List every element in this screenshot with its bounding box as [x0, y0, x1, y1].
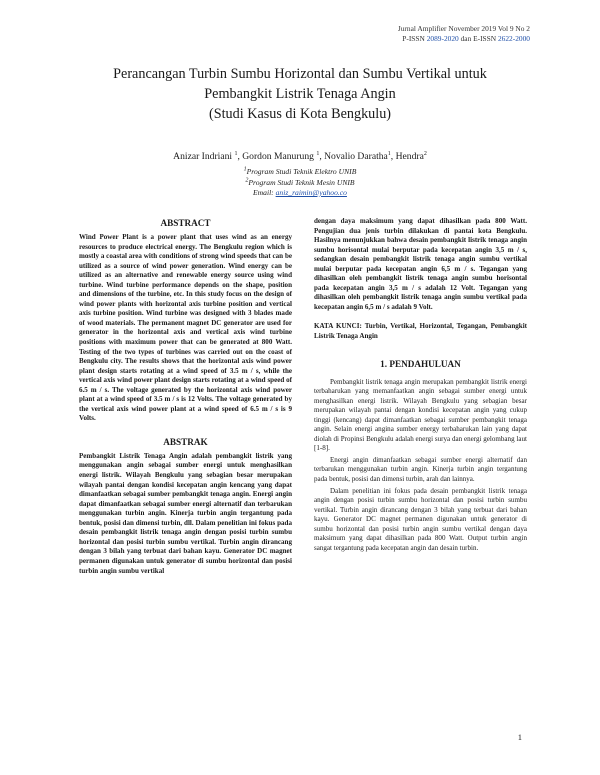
intro-paragraph-3: Dalam penelitian ini fokus pada desain pembangkit listrik tenaga angin dengan posisi turbin sumbu horizontal dan posisi turbin sumbu vertikal. Turbin angin dirancang dengan 3 bilah yang terbuat dari bahan kayu. Generator DC magnet permanen digunakan untuk generator di sumbu horizontal dan posisi turbin angin sumbu vertikal dengan daya maksimum yang dapat dihasilkan pada 800 Watt. Output turbin angin sangat tergantung pada kecepatan angin dan desain turbin.	[314, 486, 527, 552]
pissn-label: P-ISSN	[402, 34, 427, 43]
author-4: , Hendra	[390, 151, 424, 162]
email-label: Email:	[253, 188, 276, 197]
journal-header	[398, 24, 530, 44]
intro-paragraph-2: Energi angin dimanfaatkan sebagai sumber energi alternatif dan terbarukan menggunakan turbin angin. Kinerja turbin angin tergantung pada bentuk, posisi dan dimensi turbin, arah dan lainnya.	[314, 455, 527, 484]
abstrak-heading: ABSTRAK	[163, 436, 208, 447]
author-1-affil: 1	[234, 150, 238, 157]
affiliation-1	[60, 167, 540, 178]
email-link[interactable]: aniz_raimin@yahoo.co	[275, 188, 347, 197]
author-4-affil: 2	[423, 150, 427, 157]
affiliation-2-text: Program Studi Teknik Mesin UNIB	[248, 177, 355, 187]
keywords: KATA KUNCI: Turbin, Vertikal, Horizontal, Tegangan, Pembangkit Listrik Tenaga Angin	[314, 322, 527, 341]
pissn-link[interactable]: 2089-2020	[426, 34, 459, 43]
abstrak-text: Pembangkit Listrik Tenaga Angin adalah pembangkit listrik yang menggunakan angin sebagai sumber energi untuk menghasilkan energi listrik. Wilayah Bengkulu yang sebagian besar merupakan wilayah pantai dengan kondisi kecepatan angin kencang yang dapat dimanfaatkan sebagai sumber pembangkit tenaga angin. Energi angin dapat dimanfaatkan sebagai sumber energi alternatif dan terbarukan menggunakan turbin angin. Kinerja turbin angin tergantung pada bentuk, posisi dan dimensi turbin, dll. Dalam penelitian ini fokus pada desain pembangkit listrik tenaga angin dengan posisi turbin sumbu horizontal dan posisi turbin sumbu vertikal. Turbin angin dirancang dengan 3 bilah yang terbuat dari bahan kayu. Generator DC magnet permanen digunakan untuk generator di sumbu horizontal dan posisi turbin angin sumbu vertikal	[79, 451, 292, 575]
author-3: , Novalio Daratha	[319, 151, 388, 162]
affiliation-1-mark: 1	[243, 166, 247, 173]
page-number: 1	[517, 732, 522, 742]
right-column	[314, 217, 527, 555]
issn-line	[398, 34, 530, 44]
abstrak-continued: dengan daya maksimum yang dapat dihasilkan pada 800 Watt. Pengujian dua jenis turbin dilakukan di pantai kota Bengkulu. Hasilnya menunjukkan bahwa desain pembangkit listrik tenaga angin sumbu horisontal mulai berputar pada kecepatan angin 3,5 m / s, sedangkan desain pembangkit listrik tenaga angin sumbu vertikal mulai berputar pada kecepatan angin 6,5 m / s. Tegangan yang dihasilkan oleh pembangkit listrik tenaga angin sumbu horisontal pada kecepatan angin 3,5 m / s adalah 12 Volt. Tegangan yang dihasilkan oleh pembangkit listrik tenaga angin sumbu vertikal pada kecepatan angin 6,5 m / s adalah 9 Volt.	[314, 217, 527, 311]
author-3-affil: 1	[387, 150, 391, 157]
affiliation-2	[60, 178, 540, 189]
paper-title	[60, 64, 540, 124]
author-2-affil: 1	[316, 150, 320, 157]
abstract-text: Wind Power Plant is a power plant that uses wind as an energy resources to produce electrical energy. The Bengkulu region which is mostly a coastal area with conditions of strong wind speeds that can be utilized as a source of wind power generation. Wind energy can be utilized as an alternative and renewable energy source using wind turbine. Wind turbine performance depends on the shape, position and dimensions of the turbine, etc. In this study focus on the design of wind power plants with horizontal axis turbine position and vertical axis turbine position. Wind turbine was designed with 3 blades made of wood materials. The permanent magnet DC generator are used for generator in the horizontal axis and vertical axis wind turbine positions with maximum power that can be generated at 800 Watt. Testing of the two types of turbines was carried out on the coast of Bengkulu city. The results shows that the horizontal axis wind power plant design starts rotating at a wind speed of 3.5 m / s, while the vertical axis wind power plant design starts rotating at a wind speed of 6.5 m / s. The voltage generated by the horizontal axis wind power plant at a wind speed of 3.5 m / s is 12 Volts. The voltage generated by the vertical axis wind power plant at a wind speed of 6.5 m / s is 9 Volts.	[79, 233, 292, 423]
affiliation-1-text: Program Studi Teknik Elektro UNIB	[246, 167, 357, 176]
author-2: , Gordon Manurung	[237, 151, 317, 162]
title-line-1: Perancangan Turbin Sumbu Horizontal dan Sumbu Vertikal untuk	[113, 66, 487, 82]
author-list	[60, 150, 540, 163]
affiliations	[60, 167, 540, 199]
section-heading-introduction: 1. PENDAHULUAN	[380, 358, 461, 369]
eissn-link[interactable]: 2622-2000	[497, 34, 530, 43]
title-line-2: Pembangkit Listrik Tenaga Angin	[204, 86, 396, 102]
email-line	[60, 188, 540, 199]
author-1: Anizar Indriani	[173, 151, 235, 162]
abstract-heading: ABSTRACT	[160, 218, 211, 228]
left-column	[79, 217, 292, 576]
title-line-3: (Studi Kasus di Kota Bengkulu)	[208, 106, 392, 122]
affiliation-2-mark: 2	[245, 176, 249, 183]
journal-name: Jurnal Amplifier November 2019 Vol 9 No 2	[397, 24, 530, 33]
eissn-label: dan E-ISSN	[458, 34, 498, 43]
intro-paragraph-1: Pembangkit listrik tenaga angin merupakan pembangkit listrik energi terbaharukan yang memanfaatkan angin sebagai sumber energi untuk menghasilkan energi listrik. Wilayah Bengkulu yang sebagian besar merupakan wilayah pantai dengan kondisi kecepatan angin yang cukup tinggi (kencang) dapat dimanfaatkan sebagai sumber pembangkit tenaga angin. Selain energi angina sumber energy terbaharukan lain yang dapat diolah di Propinsi Bengkulu adalah energi surya dan energi gelombang laut [1-8].	[314, 377, 527, 453]
